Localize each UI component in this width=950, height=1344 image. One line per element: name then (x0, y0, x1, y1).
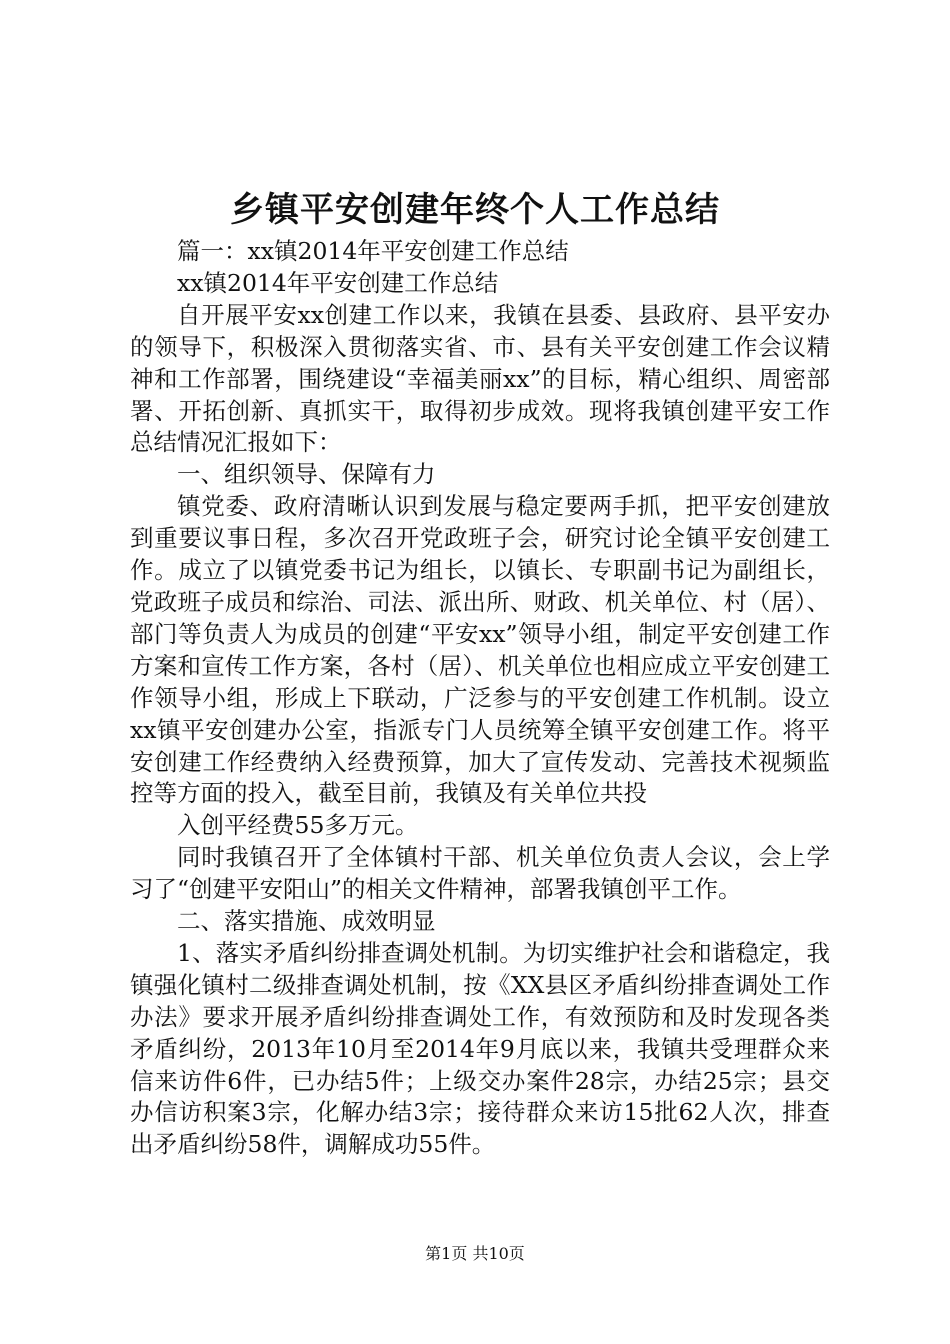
paragraph-organization: 镇党委、政府清晰认识到发展与稳定要两手抓，把平安创建放到重要议事日程，多次召开党政班子会，研究讨论全镇平安创建工作。成立了以镇党委书记为组长，以镇长、专职副书记为副组长，党政班子成员和综治、司法、派出所、财政、机关单位、村（居）、部门等负责人为成员的创建“平安xx”领导小组，制定平安创建工作方案和宣传工作方案，各村（居）、机关单位也相应成立平安创建工作领导小组，形成上下联动，广泛参与的平安创建工作机制。设立xx镇平安创建办公室，指派专门人员统筹全镇平安创建工作。将平安创建工作经费纳入经费预算，加大了宣传发动、完善技术视频监控等方面的投入，截至目前，我镇及有关单位共投 (130, 492, 830, 808)
paragraph-meeting: 同时我镇召开了全体镇村干部、机关单位负责人会议，会上学习了“创建平安阳山”的相关文件精神，部署我镇创平工作。 (130, 843, 830, 904)
paragraph-article-heading: 篇一：xx镇2014年平安创建工作总结 (177, 237, 569, 265)
section-heading-organization: 一、组织领导、保障有力 (177, 460, 436, 489)
document-title: 乡镇平安创建年终个人工作总结 (230, 190, 720, 230)
page-footer: 第1页 共10页 (425, 1244, 525, 1263)
paragraph-funding: 入创平经费55多万元。 (177, 811, 419, 840)
document-body (130, 236, 830, 1161)
paragraph-subtitle: xx镇2014年平安创建工作总结 (177, 268, 499, 297)
section-heading-measures: 二、落实措施、成效明显 (177, 907, 436, 936)
paragraph-intro: 自开展平安xx创建工作以来，我镇在县委、县政府、县平安办的领导下，积极深入贯彻落实省、市、县有关平安创建工作会议精神和工作部署，围绕建设“幸福美丽xx”的目标，精心组织、周密部署、开拓创新、真抓实干，取得初步成效。现将我镇创建平安工作总结情况汇报如下： (130, 300, 830, 457)
paragraph-dispute-mechanism: 1、落实矛盾纠纷排查调处机制。为切实维护社会和谐稳定，我镇强化镇村二级排查调处机制，按《XX县区矛盾纠纷排查调处工作办法》要求开展矛盾纠纷排查调处工作，有效预防和及时发现各类矛盾纠纷，2013年10月至2014年9月底以来，我镇共受理群众来信来访件6件，已办结5件；上级交办案件28宗，办结25宗；县交办信访积案3宗，化解办结3宗；接待群众来访15批62人次，排查出矛盾纠纷58件，调解成功55件。 (130, 938, 830, 1159)
